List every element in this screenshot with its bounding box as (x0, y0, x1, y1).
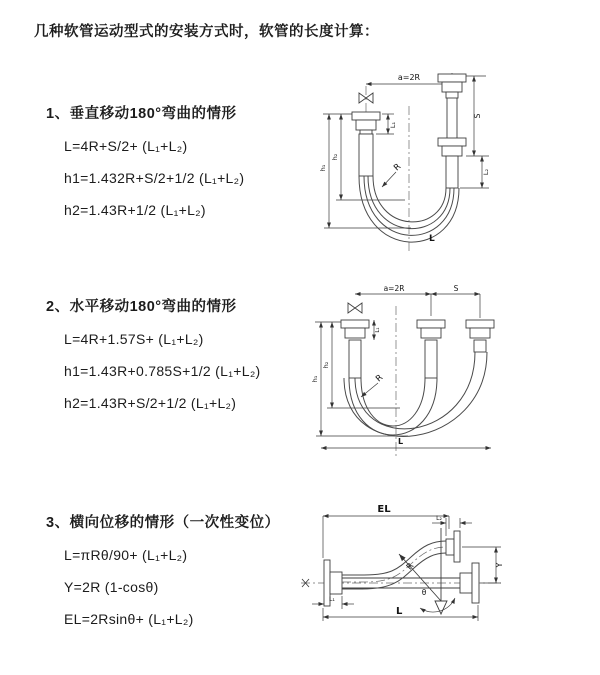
label-h1: h₁ (311, 375, 319, 383)
label-l-total: L (398, 437, 404, 446)
formula-Y: Y=2R (1-cosθ) (64, 579, 159, 595)
label-el: EL (377, 504, 391, 515)
label-l1: L₁ (329, 596, 335, 603)
formula-EL: EL=2Rsinθ+ (L₁+L₂) (64, 611, 194, 627)
dim-l1 (312, 596, 354, 609)
braid-section (349, 340, 361, 378)
braid-section (474, 340, 486, 352)
formula-h1: h1=1.432R+S/2+1/2 (L₁+L₂) (64, 170, 245, 186)
hose-curves (344, 352, 487, 436)
label-h1: h₁ (319, 164, 327, 172)
diagram-lateral-offset (296, 498, 588, 663)
dim-s (431, 284, 480, 318)
label-r: R (392, 161, 404, 174)
label-theta: θ (421, 588, 427, 597)
label-y: Y (495, 562, 504, 568)
formula-L: L=πRθ/90+ (L₁+L₂) (64, 547, 188, 563)
dim-l1 (374, 320, 381, 340)
fixed-pipe (341, 320, 369, 378)
diagram-horizontal-travel-180-bend (308, 280, 588, 475)
moving-pipe (438, 74, 466, 188)
formula-L: L=4R+S/2+ (L₁+L₂) (64, 138, 188, 154)
label-l1: L₁ (389, 121, 397, 129)
moving-pipe-start (417, 320, 445, 378)
valve-icon (348, 303, 362, 313)
dim-l-total (321, 437, 491, 448)
formula-h2: h2=1.43R+1/2 (L₁+L₂) (64, 202, 206, 218)
label-h2: h₂ (322, 361, 330, 369)
formula-h2: h2=1.43R+S/2+1/2 (L₁+L₂) (64, 395, 237, 411)
page-title: 几种软管运动型式的安装方式时，软管的长度计算： (34, 24, 379, 40)
moving-pipe-end (466, 320, 494, 352)
label-l1: L₁ (375, 327, 381, 333)
fixed-pipe (352, 112, 380, 176)
label-h2: h₂ (331, 153, 339, 161)
s-curve-hose (342, 541, 446, 589)
braid-section (425, 340, 437, 378)
label-a2r: a=2R (397, 73, 421, 82)
label-l-total: L (429, 234, 435, 244)
label-l-total: L (396, 606, 403, 617)
diagram-vertical-travel-180-bend (308, 68, 578, 263)
label-s: S (453, 284, 459, 293)
radius-callout (382, 162, 403, 187)
right-upper-flange (446, 531, 460, 562)
formula-h1: h1=1.43R+0.785S+1/2 (L₁+L₂) (64, 363, 261, 379)
section-heading: 3、横向位移的情形（一次性变位） (46, 515, 280, 531)
dim-h1-h2 (311, 322, 408, 436)
radius-callout (361, 373, 385, 397)
dim-l2 (432, 515, 472, 536)
label-a2r: a=2R (383, 284, 405, 293)
section-heading: 1、垂直移动180°弯曲的情形 (46, 106, 237, 122)
section-lateral-offset (46, 513, 280, 641)
dim-l-total (323, 605, 478, 621)
label-s: S (473, 113, 482, 119)
section-vertical-travel (46, 104, 244, 232)
label-l2: L₂ (482, 168, 490, 176)
braid-section (359, 134, 373, 176)
label-r: R (404, 561, 417, 573)
section-horizontal-travel (46, 297, 261, 425)
right-lower-flange (460, 563, 479, 603)
section-heading: 2、水平移动180°弯曲的情形 (46, 299, 237, 315)
label-l2: L₂ (436, 515, 442, 522)
dim-s (466, 76, 489, 156)
dim-l2 (460, 156, 490, 188)
dim-a2r (355, 284, 431, 316)
formula-L: L=4R+1.57S+ (L₁+L₂) (64, 331, 204, 347)
label-r: R (374, 372, 386, 385)
braid-section (446, 156, 458, 188)
